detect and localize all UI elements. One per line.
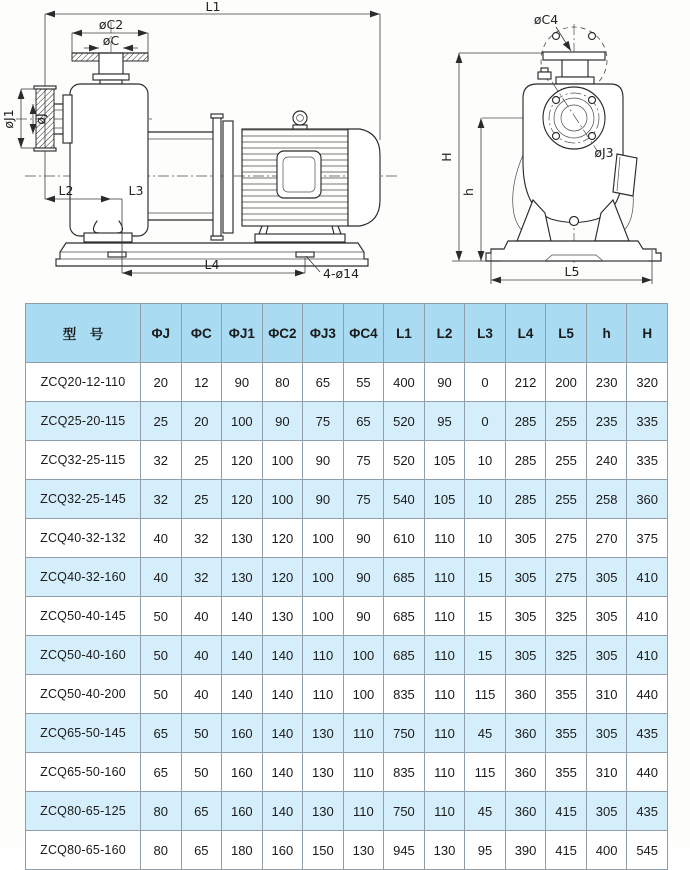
value-cell: 255 <box>546 441 587 480</box>
value-cell: 750 <box>384 714 425 753</box>
dimension-table <box>25 303 668 870</box>
model-cell: ZCQ50-40-145 <box>26 597 141 636</box>
column-header: L4 <box>505 304 546 363</box>
value-cell: 100 <box>343 675 384 714</box>
value-cell: 270 <box>586 519 627 558</box>
dim-label-j: øJ <box>33 113 48 125</box>
value-cell: 65 <box>181 831 222 870</box>
table-row <box>26 831 668 870</box>
value-cell: 120 <box>222 480 263 519</box>
value-cell: 110 <box>424 792 465 831</box>
value-cell: 32 <box>181 519 222 558</box>
value-cell: 115 <box>465 753 506 792</box>
value-cell: 90 <box>424 363 465 402</box>
value-cell: 110 <box>303 675 344 714</box>
value-cell: 105 <box>424 441 465 480</box>
value-cell: 400 <box>586 831 627 870</box>
value-cell: 140 <box>262 792 303 831</box>
value-cell: 440 <box>627 675 668 714</box>
table-row <box>26 558 668 597</box>
value-cell: 10 <box>465 441 506 480</box>
value-cell: 15 <box>465 558 506 597</box>
value-cell: 415 <box>546 831 587 870</box>
value-cell: 90 <box>303 480 344 519</box>
value-cell: 355 <box>546 753 587 792</box>
value-cell: 65 <box>303 363 344 402</box>
column-header: ΦJ1 <box>222 304 263 363</box>
value-cell: 65 <box>181 792 222 831</box>
value-cell: 160 <box>222 792 263 831</box>
value-cell: 410 <box>627 636 668 675</box>
column-header: L2 <box>424 304 465 363</box>
value-cell: 50 <box>181 714 222 753</box>
value-cell: 20 <box>141 363 182 402</box>
value-cell: 355 <box>546 714 587 753</box>
value-cell: 160 <box>222 714 263 753</box>
value-cell: 305 <box>505 519 546 558</box>
value-cell: 32 <box>181 558 222 597</box>
model-cell: ZCQ25-20-115 <box>26 402 141 441</box>
value-cell: 90 <box>303 441 344 480</box>
value-cell: 10 <box>465 480 506 519</box>
value-cell: 835 <box>384 675 425 714</box>
value-cell: 110 <box>424 753 465 792</box>
value-cell: 130 <box>343 831 384 870</box>
value-cell: 120 <box>262 519 303 558</box>
value-cell: 50 <box>141 636 182 675</box>
table-row <box>26 597 668 636</box>
value-cell: 160 <box>262 831 303 870</box>
value-cell: 75 <box>343 441 384 480</box>
value-cell: 230 <box>586 363 627 402</box>
table-row <box>26 675 668 714</box>
value-cell: 110 <box>343 714 384 753</box>
value-cell: 100 <box>303 597 344 636</box>
column-header: h <box>586 304 627 363</box>
value-cell: 255 <box>546 402 587 441</box>
value-cell: 110 <box>343 792 384 831</box>
value-cell: 110 <box>424 597 465 636</box>
value-cell: 0 <box>465 363 506 402</box>
value-cell: 95 <box>424 402 465 441</box>
value-cell: 212 <box>505 363 546 402</box>
column-header: 型 号 <box>26 304 141 363</box>
value-cell: 750 <box>384 792 425 831</box>
dim-label-c2: øC2 <box>98 17 124 32</box>
value-cell: 255 <box>546 480 587 519</box>
dim-label-c4: øC4 <box>533 12 559 27</box>
value-cell: 540 <box>384 480 425 519</box>
pump-outline-drawing <box>0 0 690 298</box>
table-row <box>26 519 668 558</box>
dim-label-H: H <box>439 152 454 162</box>
value-cell: 40 <box>181 636 222 675</box>
value-cell: 305 <box>505 558 546 597</box>
value-cell: 305 <box>586 714 627 753</box>
value-cell: 80 <box>141 831 182 870</box>
value-cell: 685 <box>384 636 425 675</box>
table-row <box>26 363 668 402</box>
value-cell: 685 <box>384 597 425 636</box>
model-cell: ZCQ32-25-115 <box>26 441 141 480</box>
column-header: ΦJ <box>141 304 182 363</box>
value-cell: 120 <box>222 441 263 480</box>
header-row <box>26 304 668 363</box>
column-header: L3 <box>465 304 506 363</box>
value-cell: 305 <box>505 597 546 636</box>
value-cell: 15 <box>465 636 506 675</box>
value-cell: 360 <box>505 753 546 792</box>
value-cell: 65 <box>141 714 182 753</box>
dim-label-l5: L5 <box>564 264 580 279</box>
value-cell: 400 <box>384 363 425 402</box>
value-cell: 410 <box>627 597 668 636</box>
dimension-table-wrap <box>25 303 668 870</box>
model-cell: ZCQ50-40-200 <box>26 675 141 714</box>
value-cell: 45 <box>465 792 506 831</box>
table-row <box>26 480 668 519</box>
model-cell: ZCQ50-40-160 <box>26 636 141 675</box>
model-cell: ZCQ40-32-132 <box>26 519 141 558</box>
value-cell: 80 <box>141 792 182 831</box>
value-cell: 285 <box>505 441 546 480</box>
value-cell: 65 <box>141 753 182 792</box>
value-cell: 140 <box>262 714 303 753</box>
value-cell: 15 <box>465 597 506 636</box>
table-row <box>26 792 668 831</box>
column-header: L1 <box>384 304 425 363</box>
value-cell: 32 <box>141 441 182 480</box>
value-cell: 360 <box>505 714 546 753</box>
value-cell: 140 <box>222 675 263 714</box>
value-cell: 95 <box>465 831 506 870</box>
value-cell: 90 <box>343 597 384 636</box>
value-cell: 375 <box>627 519 668 558</box>
value-cell: 110 <box>424 636 465 675</box>
value-cell: 50 <box>181 753 222 792</box>
value-cell: 55 <box>343 363 384 402</box>
value-cell: 20 <box>181 402 222 441</box>
column-header: ΦJ3 <box>303 304 344 363</box>
value-cell: 240 <box>586 441 627 480</box>
value-cell: 440 <box>627 753 668 792</box>
column-header: ΦC2 <box>262 304 303 363</box>
dim-label-l2: L2 <box>58 183 74 198</box>
value-cell: 685 <box>384 558 425 597</box>
model-cell: ZCQ80-65-125 <box>26 792 141 831</box>
value-cell: 545 <box>627 831 668 870</box>
value-cell: 305 <box>586 792 627 831</box>
value-cell: 520 <box>384 402 425 441</box>
value-cell: 140 <box>262 753 303 792</box>
value-cell: 945 <box>384 831 425 870</box>
value-cell: 130 <box>262 597 303 636</box>
value-cell: 360 <box>505 792 546 831</box>
value-cell: 360 <box>627 480 668 519</box>
value-cell: 285 <box>505 402 546 441</box>
value-cell: 415 <box>546 792 587 831</box>
value-cell: 410 <box>627 558 668 597</box>
value-cell: 40 <box>181 675 222 714</box>
value-cell: 10 <box>465 519 506 558</box>
value-cell: 520 <box>384 441 425 480</box>
value-cell: 140 <box>262 636 303 675</box>
column-header: L5 <box>546 304 587 363</box>
dim-label-4xo14: 4-ø14 <box>323 266 360 281</box>
value-cell: 100 <box>303 519 344 558</box>
dim-label-h: h <box>461 188 476 196</box>
value-cell: 110 <box>424 558 465 597</box>
column-header: H <box>627 304 668 363</box>
value-cell: 335 <box>627 441 668 480</box>
value-cell: 130 <box>424 831 465 870</box>
dim-label-j3: øJ3 <box>594 145 614 160</box>
table-row <box>26 402 668 441</box>
value-cell: 140 <box>222 636 263 675</box>
value-cell: 100 <box>303 558 344 597</box>
value-cell: 40 <box>141 558 182 597</box>
model-cell: ZCQ65-50-160 <box>26 753 141 792</box>
value-cell: 258 <box>586 480 627 519</box>
value-cell: 25 <box>181 441 222 480</box>
value-cell: 150 <box>303 831 344 870</box>
value-cell: 120 <box>262 558 303 597</box>
value-cell: 355 <box>546 675 587 714</box>
value-cell: 110 <box>343 753 384 792</box>
value-cell: 25 <box>141 402 182 441</box>
value-cell: 435 <box>627 792 668 831</box>
value-cell: 45 <box>465 714 506 753</box>
value-cell: 325 <box>546 597 587 636</box>
dim-label-j1: øJ1 <box>1 109 16 129</box>
column-header: ΦC4 <box>343 304 384 363</box>
value-cell: 65 <box>343 402 384 441</box>
value-cell: 40 <box>181 597 222 636</box>
value-cell: 835 <box>384 753 425 792</box>
model-cell: ZCQ65-50-145 <box>26 714 141 753</box>
value-cell: 390 <box>505 831 546 870</box>
value-cell: 285 <box>505 480 546 519</box>
value-cell: 160 <box>222 753 263 792</box>
value-cell: 200 <box>546 363 587 402</box>
value-cell: 0 <box>465 402 506 441</box>
table-row <box>26 636 668 675</box>
value-cell: 25 <box>181 480 222 519</box>
value-cell: 305 <box>505 636 546 675</box>
value-cell: 320 <box>627 363 668 402</box>
value-cell: 90 <box>343 558 384 597</box>
value-cell: 610 <box>384 519 425 558</box>
dim-label-l3: L3 <box>128 183 144 198</box>
table-body <box>26 363 668 870</box>
value-cell: 100 <box>262 480 303 519</box>
value-cell: 305 <box>586 636 627 675</box>
value-cell: 12 <box>181 363 222 402</box>
value-cell: 105 <box>424 480 465 519</box>
value-cell: 110 <box>424 675 465 714</box>
value-cell: 50 <box>141 597 182 636</box>
dim-label-c: øC <box>102 33 120 48</box>
value-cell: 130 <box>303 714 344 753</box>
value-cell: 40 <box>141 519 182 558</box>
table-row <box>26 753 668 792</box>
value-cell: 130 <box>303 753 344 792</box>
value-cell: 100 <box>222 402 263 441</box>
table-row <box>26 441 668 480</box>
value-cell: 435 <box>627 714 668 753</box>
value-cell: 50 <box>141 675 182 714</box>
value-cell: 140 <box>222 597 263 636</box>
pump-end-view <box>439 12 661 284</box>
value-cell: 75 <box>343 480 384 519</box>
value-cell: 32 <box>141 480 182 519</box>
value-cell: 100 <box>262 441 303 480</box>
value-cell: 360 <box>505 675 546 714</box>
value-cell: 275 <box>546 558 587 597</box>
value-cell: 130 <box>303 792 344 831</box>
value-cell: 140 <box>262 675 303 714</box>
value-cell: 180 <box>222 831 263 870</box>
value-cell: 90 <box>343 519 384 558</box>
value-cell: 275 <box>546 519 587 558</box>
value-cell: 310 <box>586 753 627 792</box>
value-cell: 90 <box>222 363 263 402</box>
value-cell: 110 <box>424 714 465 753</box>
value-cell: 90 <box>262 402 303 441</box>
value-cell: 80 <box>262 363 303 402</box>
value-cell: 305 <box>586 597 627 636</box>
dim-label-l4: L4 <box>204 257 220 272</box>
model-cell: ZCQ40-32-160 <box>26 558 141 597</box>
value-cell: 335 <box>627 402 668 441</box>
value-cell: 235 <box>586 402 627 441</box>
table-row <box>26 714 668 753</box>
dimension-drawings <box>0 0 690 298</box>
model-cell: ZCQ20-12-110 <box>26 363 141 402</box>
pump-side-view <box>1 0 400 281</box>
value-cell: 110 <box>303 636 344 675</box>
model-cell: ZCQ80-65-160 <box>26 831 141 870</box>
model-cell: ZCQ32-25-145 <box>26 480 141 519</box>
value-cell: 75 <box>303 402 344 441</box>
value-cell: 305 <box>586 558 627 597</box>
dim-label-l1: L1 <box>205 0 221 14</box>
value-cell: 115 <box>465 675 506 714</box>
value-cell: 110 <box>424 519 465 558</box>
value-cell: 100 <box>343 636 384 675</box>
value-cell: 130 <box>222 519 263 558</box>
value-cell: 130 <box>222 558 263 597</box>
value-cell: 310 <box>586 675 627 714</box>
value-cell: 325 <box>546 636 587 675</box>
column-header: ΦC <box>181 304 222 363</box>
